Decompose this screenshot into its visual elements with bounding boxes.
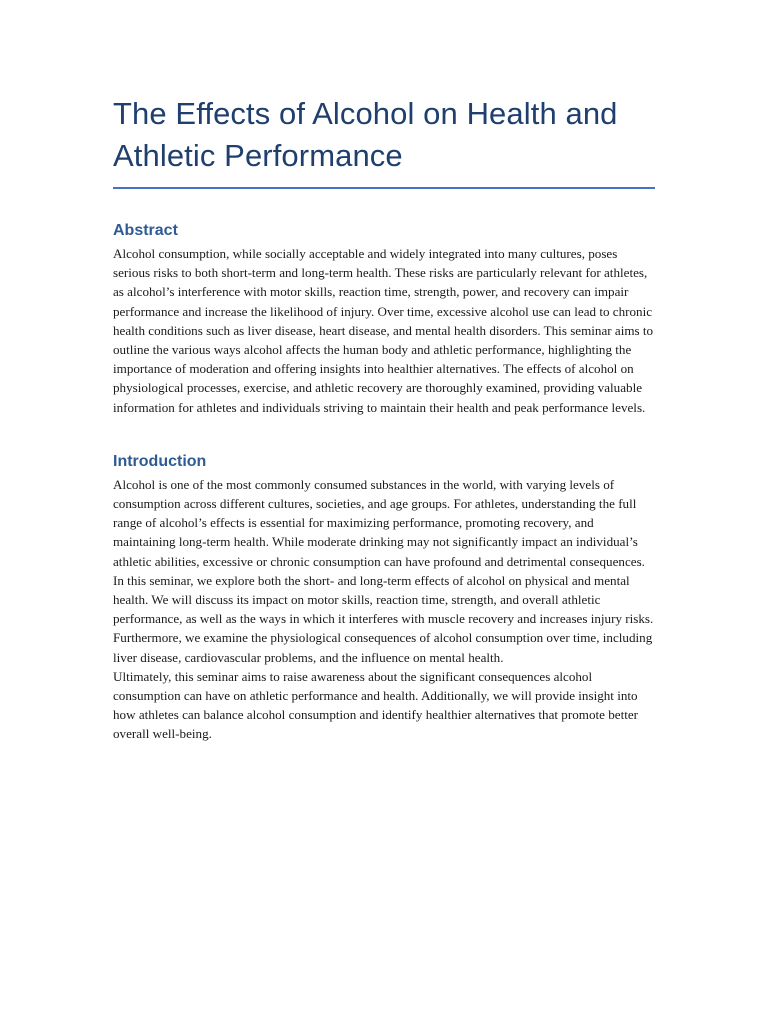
- document-page: [113, 93, 655, 744]
- introduction-section: [113, 451, 655, 744]
- introduction-heading: Introduction: [113, 452, 207, 470]
- title-underline-rule: [113, 187, 655, 189]
- introduction-paragraph-3: Ultimately, this seminar aims to raise awareness about the significant consequences alcohol consumption can have on athletic performance and health. Additionally, we will provide insight into how athletes can balance alcohol consumption and identify healthier alternatives that promote better overall well-being.: [113, 668, 639, 742]
- title-line-1: The Effects of Alcohol on Health and: [113, 96, 618, 131]
- abstract-paragraph: Alcohol consumption, while socially acceptable and widely integrated into many cultures, poses serious risks to both short-term and long-term health. These risks are particularly relevant for athletes, as alcohol’s interference with motor skills, reaction time, strength, power, and recovery can impair performance and increase the likelihood of injury. Over time, excessive alcohol use can lead to chronic health conditions such as liver disease, heart disease, and mental health disorders. This seminar aims to outline the various ways alcohol affects the human body and athletic performance, highlighting the importance of moderation and offering insights into healthier alternatives. The effects of alcohol on physiological processes, exercise, and athletic recovery are thoroughly examined, providing valuable information for athletes and individuals striving to maintain their health and peak performance levels.: [113, 246, 654, 415]
- document-title: [113, 93, 655, 177]
- abstract-section: [113, 220, 655, 417]
- abstract-heading: Abstract: [113, 222, 178, 239]
- introduction-paragraph-1: Alcohol is one of the most commonly consumed substances in the world, with varying levels of consumption across different cultures, societies, and age groups. For athletes, understanding the full range of alcohol’s effects is essential for maximizing performance, promoting recovery, and maintaining long-term health. While moderate drinking may not significantly impact an individual’s athletic abilities, excessive or chronic consumption can have profound and detrimental consequences.: [113, 476, 645, 569]
- title-line-2: Athletic Performance: [113, 138, 403, 173]
- introduction-paragraph-2: In this seminar, we explore both the short- and long-term effects of alcohol on physical and mental health. We will discuss its impact on motor skills, reaction time, strength, and overall athletic performance, as well as the ways in which it interferes with muscle recovery and increases injury risks. Furthermore, we examine the physiological consequences of alcohol consumption over time, including liver disease, cardiovascular problems, and the influence on mental health.: [113, 572, 654, 665]
